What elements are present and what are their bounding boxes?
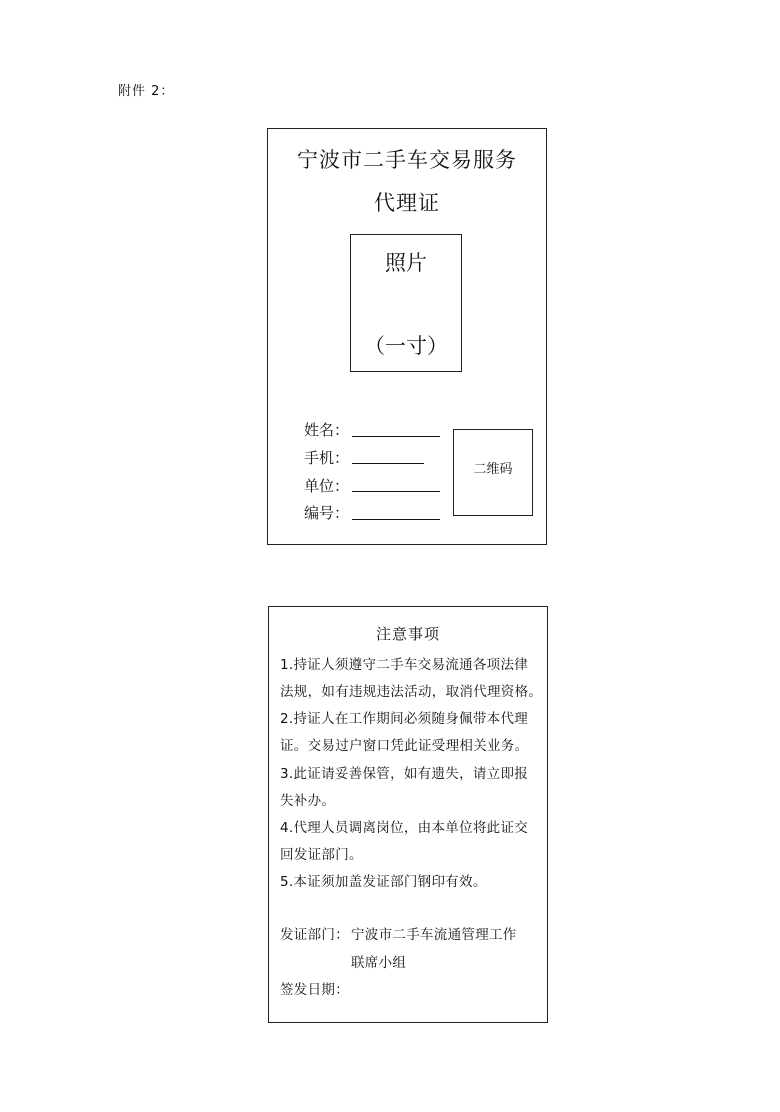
note-line: 5.本证须加盖发证部门钢印有效。 — [280, 874, 487, 890]
note-line: 法规，如有违规违法活动，取消代理资格。 — [280, 684, 543, 700]
note-line: 2.持证人在工作期间必须随身佩带本代理 — [280, 711, 529, 727]
name-field-line — [352, 436, 440, 437]
note-line: 1.持证人须遵守二手车交易流通各项法律 — [280, 657, 529, 673]
issuer-name-line1: 宁波市二手车流通管理工作 — [351, 927, 517, 943]
issue-date-label: 签发日期： — [280, 982, 349, 998]
number-field-label: 编号： — [304, 504, 350, 522]
phone-field-label: 手机： — [304, 449, 350, 467]
attachment-label: 附件 2： — [118, 84, 175, 99]
name-field-label: 姓名： — [304, 421, 350, 439]
qr-code-placeholder — [453, 429, 533, 516]
notes-title: 注意事项 — [375, 625, 440, 643]
card-title: 宁波市二手车交易服务 — [297, 148, 517, 172]
number-field-line — [352, 519, 440, 520]
note-line: 失补办。 — [280, 793, 336, 809]
note-line: 回发证部门。 — [280, 847, 363, 863]
issuer-name-line2: 联席小组 — [351, 955, 407, 971]
photo-placeholder — [350, 234, 462, 372]
photo-label: 照片 — [385, 251, 427, 275]
issuer-label: 发证部门： — [280, 927, 349, 943]
unit-field-line — [352, 491, 440, 492]
unit-field-label: 单位： — [304, 477, 350, 495]
agent-card-front — [267, 128, 547, 545]
note-line: 证。交易过户窗口凭此证受理相关业务。 — [280, 738, 529, 754]
card-subtitle: 代理证 — [374, 191, 440, 215]
qr-code-label: 二维码 — [473, 462, 513, 477]
photo-size-label: （一寸） — [364, 334, 448, 358]
phone-field-line — [352, 463, 424, 464]
note-line: 3.此证请妥善保管，如有遗失，请立即报 — [280, 766, 529, 782]
agent-card-back — [268, 606, 548, 1023]
note-line: 4.代理人员调离岗位，由本单位将此证交 — [280, 820, 529, 836]
